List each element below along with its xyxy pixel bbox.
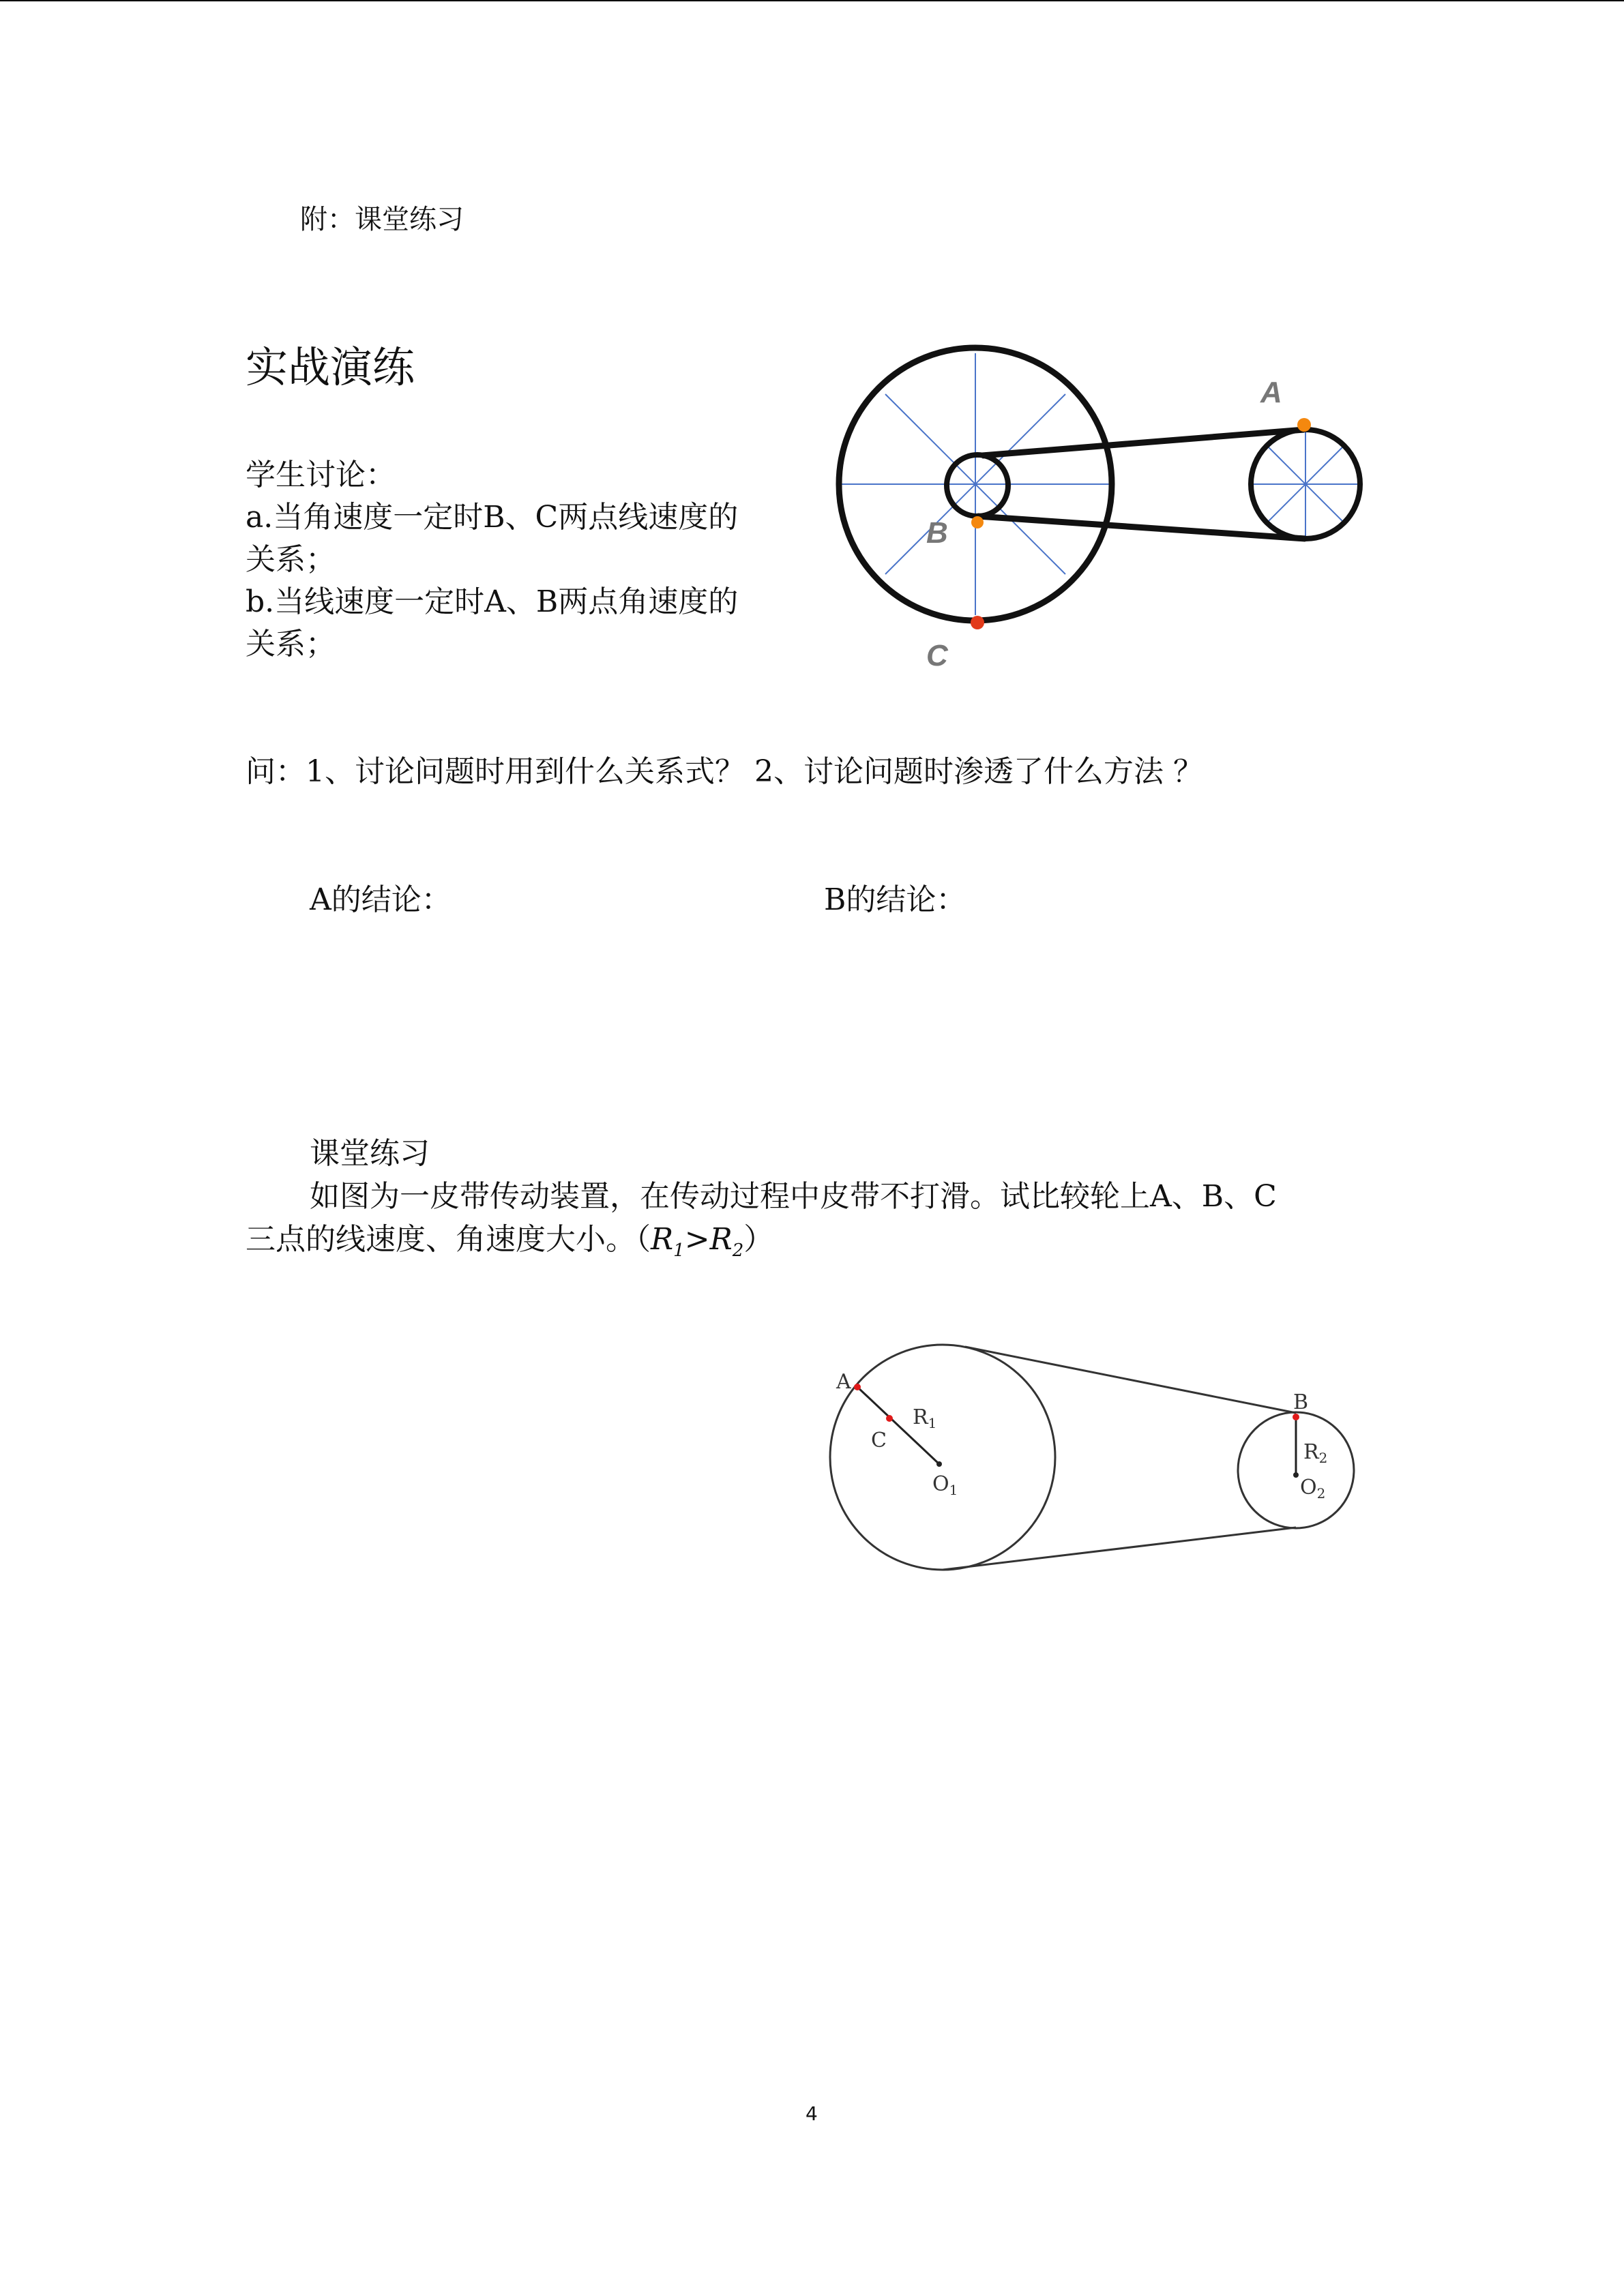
discussion-item-a: a.当角速度一定时B、C两点线速度的 — [246, 500, 739, 535]
label-b: B — [926, 516, 948, 550]
exercise-text-line2 — [246, 1222, 774, 1261]
belt-bottom — [943, 1527, 1296, 1570]
label-a: A — [836, 1370, 851, 1394]
page-number: 4 — [806, 2102, 818, 2125]
label-a: A — [1260, 376, 1282, 409]
radius-r1: R — [651, 1222, 674, 1257]
appendix-label: 附：课堂练习 — [300, 204, 464, 235]
label-o2 — [1300, 1476, 1325, 1502]
radius-r1-subscript: 1 — [673, 1240, 685, 1261]
conclusion-a-label: A的结论： — [310, 882, 452, 917]
wheel-o1 — [830, 1345, 1055, 1570]
exercise-text-line2-suffix: ） — [743, 1222, 774, 1257]
center-o1 — [936, 1461, 942, 1467]
radius-r2-subscript: 2 — [732, 1240, 744, 1261]
radius-r2: R — [709, 1222, 733, 1257]
point-a-marker — [1297, 418, 1311, 432]
belt-top — [965, 1347, 1296, 1413]
exercise-text-line1: 如图为一皮带传动装置，在传动过程中皮带不打滑。试比较轮上A、B、C — [310, 1179, 1277, 1214]
label-r2 — [1303, 1440, 1327, 1466]
section-title: 实战演练 — [246, 342, 415, 392]
point-c-marker — [886, 1415, 893, 1422]
question-line: 问：1、讨论问题时用到什么关系式？ 2、讨论问题时渗透了什么方法 ？ — [246, 754, 1203, 789]
label-r2-letter: R — [1303, 1440, 1319, 1464]
label-o1-letter: O — [932, 1472, 949, 1496]
belt-drive-figure-1 — [818, 334, 1378, 689]
point-b-marker — [971, 516, 984, 528]
label-c: C — [926, 639, 948, 672]
label-o2-letter: O — [1300, 1476, 1317, 1500]
point-c-marker — [971, 616, 984, 629]
label-r1-letter: R — [913, 1405, 928, 1429]
label-o1 — [932, 1472, 958, 1498]
exercise-heading: 课堂练习 — [310, 1136, 430, 1171]
point-b-marker — [1293, 1414, 1299, 1420]
greater-than: > — [684, 1222, 710, 1257]
top-border — [0, 0, 1624, 1]
large-wheel-spokes — [840, 353, 1110, 615]
discussion-heading: 学生讨论： — [246, 458, 396, 492]
belt-upper — [982, 430, 1304, 456]
discussion-item-b: b.当线速度一定时A、B两点角速度的 — [246, 584, 739, 619]
discussion-item-b-cont: 关系； — [246, 627, 336, 661]
center-o2 — [1293, 1472, 1299, 1478]
label-o2-subscript: 2 — [1316, 1485, 1326, 1502]
point-a-marker — [854, 1384, 861, 1390]
label-r2-subscript: 2 — [1318, 1450, 1328, 1466]
label-r1 — [913, 1405, 936, 1431]
discussion-item-a-cont: 关系； — [246, 542, 336, 577]
label-b: B — [1293, 1390, 1309, 1414]
label-r1-subscript: 1 — [928, 1415, 937, 1431]
conclusion-b-label: B的结论： — [824, 882, 966, 917]
exercise-text-line2-prefix: 三点的线速度、角速度大小。（ — [246, 1222, 651, 1257]
label-o1-subscript: 1 — [949, 1482, 958, 1498]
label-c: C — [871, 1429, 887, 1452]
belt-drive-figure-2 — [818, 1337, 1378, 1568]
